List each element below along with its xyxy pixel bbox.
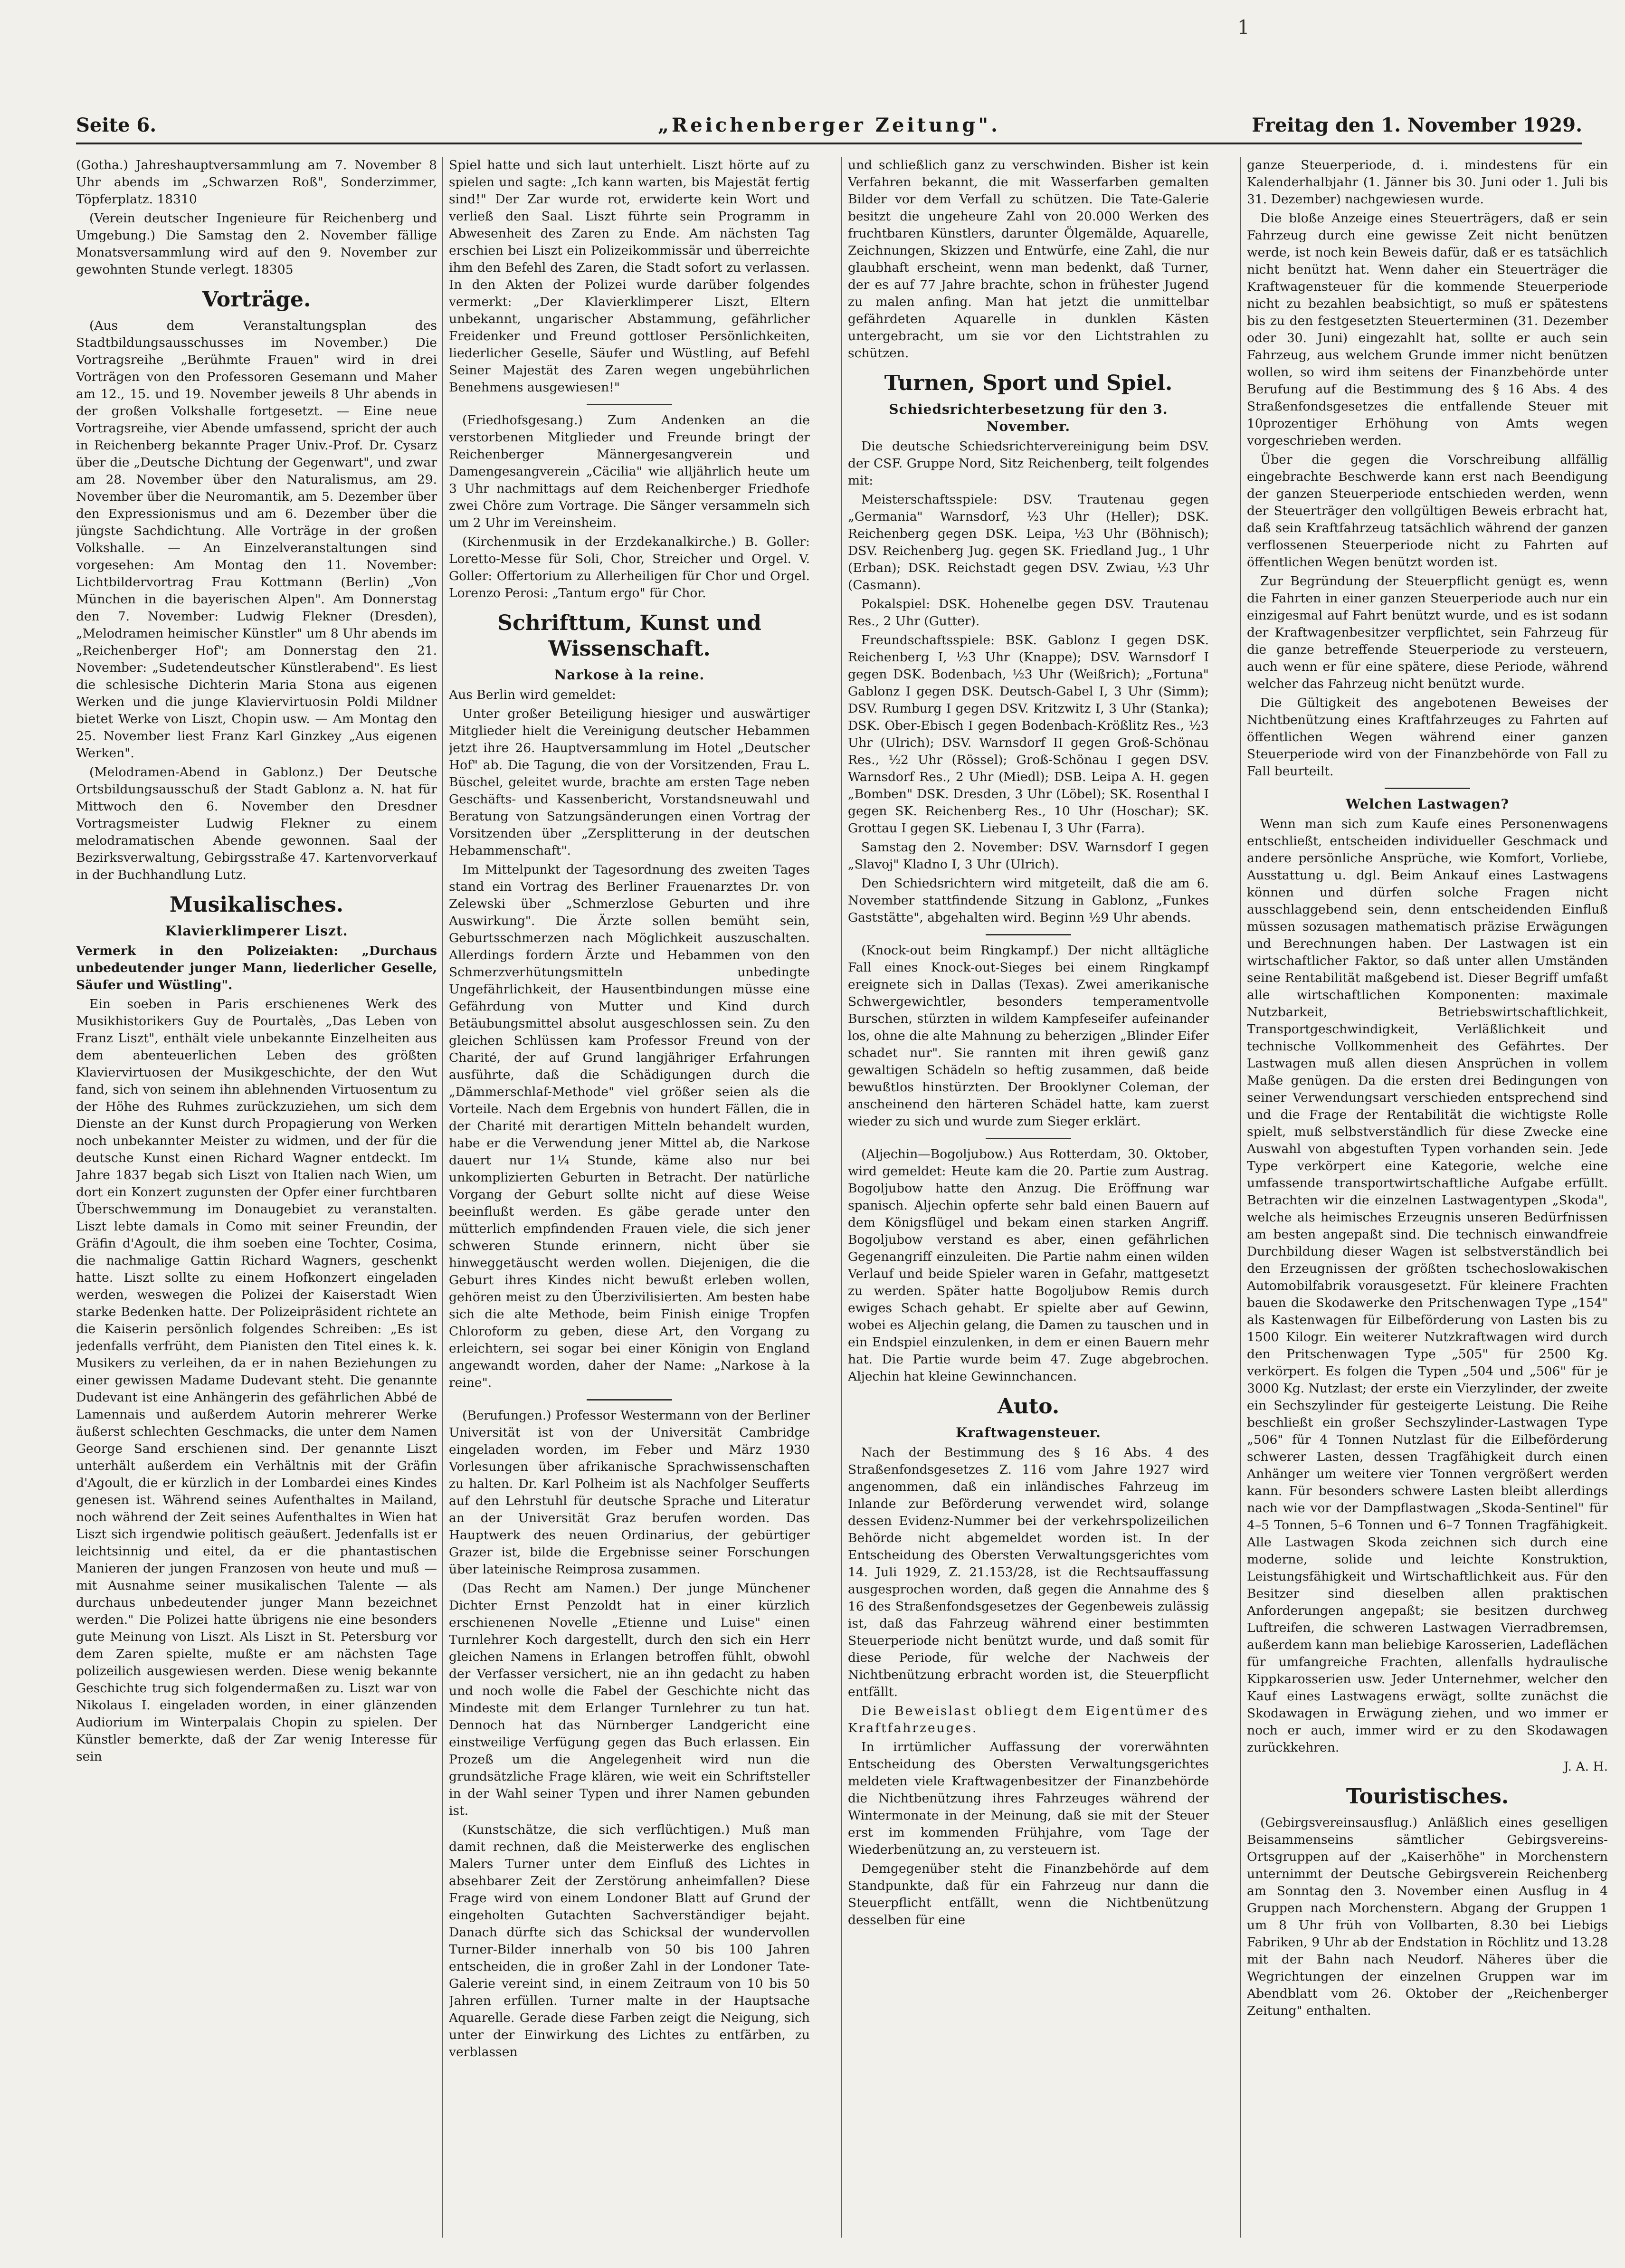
- page-number-mark: 1: [1237, 17, 1250, 38]
- page-number: Seite 6.: [76, 114, 157, 136]
- article-stadtbildung: (Aus dem Veranstaltungsplan des Stadtbildungsausschusses im November.) Die Vortragsreihe „Berühmte Frauen" wird in drei Vorträgen von den Professoren Gesemann und Maher am 12., 15. und 19. November jeweils 8 Uhr abends in der großen Volkshalle fortgesetzt. — Eine neue Vortragsreihe, vier Abende umfassend, spricht der auch in Reichenberg bekannte Prager Univ.-Prof. Dr. Cysarz über die „Deutsche Dichtung der Gegenwart", und zwar am 28. November über den Naturalismus, am 29. November über die Neuromantik, am 5. Dezember über den Expressionismus und am 6. Dezember über die jüngste Sachdichtung. Alle Vorträge in der großen Volkshalle. — An Einzelveranstaltungen sind vorgesehen: Am Montag den 11. November: Lichtbildervortrag Frau Kottmann (Berlin) „Von München in die bayerischen Alpen". Am Donnerstag den 7. November: Ludwig Flekner (Dresden), „Melodramen heimischer Künstler" um 8 Uhr abends im „Reichenberger Hof"; am Donnerstag den 21. November: „Sudetendeutscher Künstlerabend". Es liest die schlesische Dichterin Maria Stona aus eigenen Werken und die junge Klaviervirtuosin Poldi Mildner bietet Werke von Liszt, Chopin usw. — Am Montag den 25. November liest Franz Karl Ginzkey „Aus eigenen Werken".: [76, 318, 437, 761]
- notice-ingenieure: (Verein deutscher Ingenieure für Reichenberg und Umgebung.) Die Samstag den 2. November fällige Monatsversammlung wird auf den 9. November zur gewohnten Stunde verlegt. 18305: [76, 211, 437, 277]
- article-berufungen: (Berufungen.) Professor Westermann von der Berliner Universität ist von der Universität Cambridge eingeladen worden, im Feber und März 1930 Vorlesungen über afrikanische Sprachwissenschaften zu halten. Dr. Karl Polheim ist als Nachfolger Seufferts auf den Lehrstuhl für deutsche Sprache und Literatur an der Universität Graz berufen worden. Das Hauptwerk des neuen Ordinarius, der gebürtiger Grazer ist, bilde die Ergebnisse seiner Forschungen über lateinische Reimprosa zusammen.: [449, 1408, 810, 1577]
- article-heading-schiedsrichter: Schiedsrichterbesetzung für den 3. November.: [889, 401, 1168, 434]
- section-heading-touristisches: Touristisches.: [1346, 1784, 1509, 1809]
- column-1: [76, 157, 437, 2238]
- article-kraftwagensteuer-p2: Die Beweislast obliegt dem Eigentümer des Kraftfahrzeuges.: [848, 1704, 1209, 1735]
- article-subheading-liszt: Vermerk in den Polizeiakten: „Durchaus unbedeutender junger Mann, liederlicher Geselle, Säufer und Wüstling".: [76, 943, 437, 992]
- article-samstag: Samstag den 2. November: DSV. Warnsdorf I gegen „Slavoj" Kladno I, 3 Uhr (Ulrich).: [848, 840, 1209, 872]
- page-header: [76, 114, 1582, 144]
- article-liszt-body: Ein soeben in Paris erschienenes Werk des Musikhistorikers Guy de Pourtalès, „Das Leben von Franz Liszt", enthält viele unbekannte Einzelheiten aus dem abenteuerlichen Leben des größten Klaviervirtuosen der Musikgeschichte, der den Wut fand, sich von seinem ihn ablehnenden Virtuosentum zu der Höhe des Ruhmes zurückzuziehen, um sich dem Dienste an der Kunst durch Propagierung von Werken noch unbekannter Meister zu widmen, und der für die deutsche Kunst einen Richard Wagner entdeckt. Im Jahre 1837 begab sich Liszt von Italien nach Wien, um dort ein Konzert zugunsten der Opfer einer furchtbaren Überschwemmung im Donaugebiet zu veranstalten. Liszt lebte damals in Como mit seiner Freundin, der Gräfin d'Agoult, die ihm soeben eine Tochter, Cosima, die nachmalige Gattin Richard Wagners, geschenkt hatte. Liszt sollte zu einem Hofkonzert eingeladen werden, weswegen die Polizei der Kaiserstadt Wien starke Bedenken hatte. Der Polizeipräsident richtete an die Kaiserin persönlich folgendes Schreiben: „Es ist jedenfalls verfrüht, dem Pianisten den Titel eines k. k. Musikers zu verleihen, da er in nahen Beziehungen zu einer gewissen Madame Dudevant steht. Die genannte Dudevant ist eine Anhängerin des gefährlichen Abbé de Lamennais und außerdem Autorin mehrerer Werke äußerst schlechten Geschmacks, die unter dem Namen George Sand erschienen sind. Der genannte Liszt unterhält außerdem ein Verhältnis mit der Gräfin d'Agoult, die er kürzlich in der Lombardei eines Kindes genesen ist. Während seines Aufenthaltes in Mailand, noch während der Zeit seines Aufenthaltes in Wien hat Liszt sich irgendwie politisch geäußert. Jedenfalls ist er leichtsinnig und eitel, da er die phantastischen Manieren der jungen Franzosen von heute und muß — mit Ausnahme seiner musikalischen Talente — als durchaus unbedeutender junger Mann bezeichnet werden." Die Polizei hatte übrigens nie eine besonders gute Meinung von Liszt. Als Liszt in St. Petersburg vor dem Zaren spielte, mußte er am nächsten Tage polizeilich ausgewiesen werden. Diese wenig bekannte Geschichte trug sich folgendermaßen zu. Liszt war von Nikolaus I. eingeladen worden, in einer glänzenden Audiorium im Winterpalais Chopin zu spielen. Der Künstler bemerkte, daß der Zar wenig Interesse für sein: [76, 997, 437, 1764]
- separator: [587, 1399, 672, 1401]
- article-knockout: (Knock-out beim Ringkampf.) Der nicht alltägliche Fall eines Knock-out-Sieges bei einem Ringkampf ereignete sich in Dallas (Texas). Zwei amerikanische Schwergewichtler, besonders temperamentvolle Burschen, stürzten in wildem Kampfeseifer aufeinander los, ohne die alte Mahnung zu beherzigen „Blinder Eifer schadet nur". Sie rannten mit ihren gewiß ganz gewaltigen Schädeln so heftig zusammen, daß beide bewußtlos hinstürzten. Der Brooklyner Coleman, der anscheinend den härteren Schädel hatte, kam zuerst wieder zu sich und wurde zum Sieger erklärt.: [848, 943, 1209, 1129]
- article-kirchenmusik: (Kirchenmusik in der Erzdekanalkirche.) B. Goller: Loretto-Messe für Soli, Chor, Streicher und Orgel. V. Goller: Offertorium zu Allerheiligen für Chor und Orgel. Lorenzo Perosi: „Tantum ergo" für Chor.: [449, 534, 810, 600]
- column-4: [1247, 157, 1608, 2238]
- article-kraftwagensteuer-p1: Nach der Bestimmung des § 16 Abs. 4 des Straßenfondsgesetzes Z. 116 vom Jahre 1927 wird angenommen, daß ein inländisches Fahrzeug im Inlande zur Beförderung verwendet wird, solange dessen Evidenz-Nummer bei der verkehrspolizeilichen Behörde nicht abgemeldet worden ist. In der Entscheidung des Obersten Verwaltungsgerichtes vom 14. Juli 1929, Z. 21.153/28, ist die Rechtsauffassung ausgesprochen worden, daß gegen die Annahme des § 16 des Straßenfondsgesetzes der Gegenbeweis zulässig ist, daß das Fahrzeug während einer bestimmten Steuerperiode nicht benützt wurde, und daß somit für diese Periode, für welche der Nachweis der Nichtbenützung erbracht worden ist, die Steuerpflicht entfällt.: [848, 1445, 1209, 1699]
- column-rule: [1240, 157, 1241, 2238]
- article-narkose-dateline: Aus Berlin wird gemeldet:: [449, 687, 616, 702]
- article-melodramen: (Melodramen-Abend in Gablonz.) Der Deutsche Ortsbildungsausschuß der Stadt Gablonz a. N. hat für Mittwoch den 6. November den Dresdner Vortragsmeister Ludwig Flekner zu einem melodramatischen Abende gewonnen. Saal der Bezirksverwaltung, Gebirgsstraße 47. Kartenvorverkauf in der Buchhandlung Lutz.: [76, 765, 437, 882]
- article-meisterschaft: Meisterschaftsspiele: DSV. Trautenau gegen „Germania" Warnsdorf, ½3 Uhr (Heller); DSK. Reichenberg gegen DSK. Leipa, ½3 Uhr (Böhnisch); DSV. Reichenberg Jug. gegen SK. Friedland Jug., 1 Uhr (Erban); DSK. Reichstadt gegen DSV. Zwiau, ½3 Uhr (Casmann).: [848, 492, 1209, 592]
- article-kraftwagensteuer-p4: Demgegenüber steht die Finanzbehörde auf dem Standpunkte, daß für ein Fahrzeug nur dann die Steuerpflicht entfällt, wenn die Nichtbenützung desselben für eine: [848, 1861, 1209, 1927]
- section-heading-schrifttum: Schrifttum, Kunst und Wissenschaft.: [497, 611, 761, 661]
- article-schiedsrichter-intro: Die deutsche Schiedsrichtervereinigung beim DSV. der CSF. Gruppe Nord, Sitz Reichenberg, teilt folgendes mit:: [848, 439, 1209, 488]
- article-aljechin: (Aljechin—Bogoljubow.) Aus Rotterdam, 30. Oktober, wird gemeldet: Heute kam die 20. Partie zum Austrag. Bogoljubow hatte den Anzug. Die Eröffnung war spanisch. Aljechin opferte sehr bald einen Bauern auf dem Königsflügel und bekam einen starken Angriff. Bogoljubow verstand es aber, einen gefährlichen Gegenangriff einzuleiten. Die Partie nahm einen wilden Verlauf und beide Spieler waren in Gefahr, mattgesetzt zu werden. Später hatte Bogoljubow Remis durch ewiges Schach gehabt. Er spielte aber auf Gewinn, wobei es Aljechin gelang, die Damen zu tauschen und in ein Endspiel einzulenken, in dem er einen Bauern mehr hat. Die Partie wurde beim 47. Zuge abgebrochen. Aljechin hat kleine Gewinnchancen.: [848, 1147, 1209, 1384]
- article-freundschaft: Freundschaftsspiele: BSK. Gablonz I gegen DSK. Reichenberg I, ½3 Uhr (Knappe); DSV. Warnsdorf I gegen DSK. Bodenbach, ½3 Uhr (Weißrich); „Fortuna" Gablonz I gegen DSK. Deutsch-Gabel I, 3 Uhr (Simm); DSV. Rumburg I gegen DSV. Kritzwitz I, 3 Uhr (Stanka); DSK. Ober-Ebisch I gegen Bodenbach-Krößlitz Res., ½3 Uhr (Ulrich); DSV. Warnsdorf II gegen Groß-Schönau Res., ½2 Uhr (Rössel); Groß-Schönau I gegen DSV. Warnsdorf Res., 2 Uhr (Miedl); DSB. Leipa A. H. gegen „Bomben" DSK. Dresden, 3 Uhr (Löbel); SK. Rosenthal I gegen SK. Reichenberg Res., 10 Uhr (Hoschar); SK. Grottau I gegen SK. Liebenau I, 3 Uhr (Farra).: [848, 633, 1209, 836]
- article-lastwagen-signature: J. A. H.: [1564, 1759, 1608, 1774]
- article-steuer-begruendung: Zur Begründung der Steuerpflicht genügt es, wenn die Fahrten in einer ganzen Steuerperiode auch nur ein einzigesmal auf Fahrt benützt wurde, und es ist sodann der Kraftwagenbesitzer verpflichtet, sein Fahrzeug für die ganze betreffende Steuerperiode zu versteuern, auch wenn er für eine spätere, diese Periode, während welcher das Fahrzeug nicht benützt wurde.: [1247, 574, 1608, 691]
- article-friedhofsgesang: (Friedhofsgesang.) Zum Andenken an die verstorbenen Mitglieder und Freunde bringt der Reichenberger Männergesangverein und Damengesangverein „Cäcilia" wie alljährlich heute um 3 Uhr nachmittags auf dem Reichenberger Friedhofe zwei Chöre zum Vortrage. Die Sänger versammeln sich um 2 Uhr im Vereinsheim.: [449, 413, 810, 530]
- article-steuer-continued: ganze Steuerperiode, d. i. mindestens für ein Kalenderhalbjahr (1. Jänner bis 30. Juni oder 1. Juli bis 31. Dezember) nachgewiesen wurde.: [1247, 158, 1608, 207]
- section-heading-sport: Turnen, Sport und Spiel.: [884, 371, 1173, 395]
- article-heading-kraftwagensteuer: Kraftwagensteuer.: [956, 1425, 1101, 1440]
- article-kunstschaetze-continued: und schließlich ganz zu verschwinden. Bisher ist kein Verfahren bekannt, die mit Wasserfarben gemalten Bilder vor dem Verfall zu schützen. Die Tate-Galerie besitzt die ungeheure Zahl von 20.000 Werken des fruchtbaren Künstlers, darunter Ölgemälde, Aquarelle, Zeichnungen, Skizzen und Entwürfe, eine Zahl, die nur glaubhaft erscheint, wenn man bedenkt, daß Turner, der es auf 77 Jahre brachte, schon in frühester Jugend zu malen anfing. Man hat jetzt die unmittelbar gefährdeten Aquarelle in dunklen Kästen untergebracht, um sie vor den Lichtstrahlen zu schützen.: [848, 158, 1209, 361]
- section-heading-vortraege: Vorträge.: [202, 287, 311, 312]
- separator: [986, 1138, 1071, 1139]
- article-sitzung: Den Schiedsrichtern wird mitgeteilt, daß die am 6. November stattfindende Sitzung in Gablonz, „Funkes Gaststätte", abgehalten wird. Beginn ½9 Uhr abends.: [848, 876, 1209, 925]
- article-liszt-continued: Spiel hatte und sich laut unterhielt. Liszt hörte auf zu spielen und sagte: „Ich kann warten, bis Majestät fertig sind!" Der Zar wurde rot, erwiderte kein Wort und verließ den Saal. Liszt führte sein Programm in Abwesenheit des Zaren zu Ende. Am nächsten Tag erschien bei Liszt ein Polizeikommissär und überreichte ihm den Befehl des Zaren, die Stadt sofort zu verlassen. In den Akten der Polizei wurde darüber folgendes vermerkt: „Der Klavierklimperer Liszt, Eltern unbekannt, ungarischer Abstammung, gefährlicher Freidenker und Freund gottloser Persönlichkeiten, liederlicher Geselle, Säufer und Wüstling, auf Befehl Seiner Majestät des Zaren wegen ungebührlichen Benehmens ausgewiesen!": [449, 158, 810, 395]
- article-heading-lastwagen: Welchen Lastwagen?: [1346, 796, 1509, 812]
- article-pokalspiel: Pokalspiel: DSK. Hohenelbe gegen DSV. Trautenau Res., 2 Uhr (Gutter).: [848, 597, 1209, 629]
- notice-gotha: (Gotha.) Jahreshauptversammlung am 7. November 8 Uhr abends im „Schwarzen Roß", Sonderzimmer, Töpferplatz. 18310: [76, 158, 437, 207]
- article-kraftwagensteuer-p3: In irrtümlicher Auffassung der vorerwähnten Entscheidung des Obersten Verwaltungsgerichtes meldeten viele Kraftwagenbesitzer der Finanzbehörde die Nichtbenützung ihres Fahrzeuges während der Wintermonate in der Meinung, daß sie mit der Steuer erst im kommenden Frühjahre, vom Tage der Wiederbenützung an, zu versteuern ist.: [848, 1740, 1209, 1857]
- column-rule: [442, 157, 443, 2238]
- article-gebirgsverein: (Gebirgsvereinsausflug.) Anläßlich eines geselligen Beisammenseins sämtlicher Gebirgsvereins-Ortsgruppen auf der „Kaiserhöhe" in Morchenstern unternimmt der Deutsche Gebirgsverein Reichenberg am Sonntag den 3. November einen Ausflug in 4 Gruppen nach Morchenstern. Abgang der Gruppen 1 um 8 Uhr früh von Vollbarten, 8.30 bei Liebigs Fabriken, 9 Uhr ab der Endstation in Röchlitz und 13.28 mit der Bahn nach Neudorf. Näheres über die Wegrichtungen der einzelnen Gruppen war im Abendblatt vom 26. Oktober der „Reichenberger Zeitung" enthalten.: [1247, 1815, 1608, 2018]
- column-3: [848, 157, 1209, 2238]
- article-lastwagen-body: Wenn man sich zum Kaufe eines Personenwagens entschließt, entscheiden individueller Geschmack und andere persönliche Ansprüche, wie Komfort, Vorliebe, Ausstattung u. dgl. Beim Ankauf eines Lastwagens können und dürfen solche Fragen nicht ausschlaggebend sein, denn entscheidenden Einfluß müssen sozusagen mathematisch präzise Erwägungen und Berechnungen haben. Der Lastwagen ist ein wirtschaftlicher Faktor, so daß unter allen Umständen seine Rentabilität maßgebend ist. Dieser Begriff umfaßt alle wirtschaftlichen Komponenten: maximale Nutzbarkeit, Betriebswirtschaftlichkeit, Transportgeschwindigkeit, Verläßlichkeit und technische Vollkommenheit des Gefährtes. Der Lastwagen muß allen diesen Ansprüchen in vollem Maße genügen. Da die ersten drei Bedingungen von seiner Verwendungsart verschieden entsprechend sind und die Frage der Rentabilität die wichtigste Rolle spielt, muß selbstverständlich für diese Zwecke eine Auswahl von abgestuften Typen vorhanden sein. Jede Type verkörpert eine Kategorie, welche eine umfassende transportwirtschaftliche Aufgabe erfüllt. Betrachten wir die einzelnen Lastwagentypen „Skoda", welche als heimisches Erzeugnis unseren Bedürfnissen am besten angepaßt sind. Die technisch einwandfreie Durchbildung dieser Wagen ist selbstverständlich bei den Erzeugnissen der größten tschechoslowakischen Automobilfabrik vorausgesetzt. Für kleinere Frachten bauen die Skodawerke den Pritschenwagen Type „154" als Kastenwagen für Eilbeförderung von Lasten bis zu 1500 Kilogr. Ein weiterer Nutzkraftwagen wird durch den Pritschenwagen Type „505" für 2500 Kg. verkörpert. Es folgen die Typen „504 und „506" für je 3000 Kg. Nutzlast; der erste ein Vierzylinder, der zweite ein Sechszylinder für gesteigerte Leistung. Die Reihe beschließt ein großer Sechszylinder-Lastwagen Type „506" für 4 Tonnen Nutzlast für die Eilbeförderung schwerer Lasten, dessen Tragfähigkeit durch einen Anhänger um weitere vier Tonnen vergrößert werden kann. Für besonders schwere Lasten bleibt allerdings nach wie vor der Dampflastwagen „Skoda-Sentinel" für 4–5 Tonnen, 5–6 Tonnen und 6–7 Tonnen Tragfähigkeit. Alle Lastwagen Skoda zeichnen sich durch eine moderne, solide und leichte Konstruktion, Leistungsfähigkeit und Wirtschaftlichkeit aus. Für den Besitzer sind dieselben allen praktischen Anforderungen angepaßt; sie besitzen durchweg Luftreifen, die schweren Lastwagen Vierradbremsen, außerdem kann man beliebige Karosserien, Ladeflächen für umfangreiche Frachten, allenfalls hydraulische Kippkarosserien usw. Jeder Unternehmer, welcher den Kauf eines Lastwagens erwägt, sollte zunächst die Skodawagen in Erwägung ziehen, und wo immer er noch er auch, immer wird er zu den Skodawagen zurückkehren.: [1247, 817, 1608, 1755]
- article-heading-narkose: Narkose à la reine.: [554, 667, 705, 683]
- column-2: [449, 157, 810, 2238]
- article-narkose-p2: Im Mittelpunkt der Tagesordnung des zweiten Tages stand ein Vortrag des Berliner Frauenarztes Dr. von Zelewski über „Schmerzlose Geburten und ihre Auswirkung". Die Ärzte sollen bemüht sein, Geburtsschmerzen nach Möglichkeit auszuschalten. Allerdings fordern Ärzte und Hebammen von den Schmerzverhütungsmitteln unbedingte Ungefährlichkeit, der Hausentbindungen müsse eine Gefährdung von Mutter und Kind durch Betäubungsmittel absolut ausgeschlossen sein. Zu den gleichen Schlüssen kam Professor Freund von der Charité, der auf Grund langjähriger Erfahrungen ausführte, daß die Schädigungen durch die „Dämmerschlaf-Methode" viel größer seien als die Vorteile. Nach dem Ergebnis von hundert Fällen, die in der Charité mit derartigen Mitteln behandelt wurden, habe er die Verwendung jener Mittel ab, die Narkose dauert nur 1¼ Stunde, käme also nur bei unkomplizierten Geburten in Betracht. Der natürliche Vorgang der Geburt sollte nicht auf diese Weise beeinflußt werden. Es gäbe gerade unter den mütterlich empfindenden Frauen viele, die sich jener schweren Stunde erinnern, nicht über sie hinweggetäuscht werden wollen. Diejenigen, die die Geburt ihres Kindes nicht bewußt erleben wollen, gehören meist zu den Überzivilisierten. Am besten habe sich die alte Methode, beim Finish einige Tropfen Chloroform zu geben, diese Art, den Vorgang zu erleichtern, sei sogar bei einer Königin von England angewandt worden, daher der Name: „Narkose à la reine".: [449, 862, 810, 1390]
- article-kunstschaetze: (Kunstschätze, die sich verflüchtigen.) Muß man damit rechnen, daß die Meisterwerke des englischen Malers Turner unter dem Einfluß des Lichtes in absehbarer Zeit der Zerstörung anheimfallen? Diese Frage wird von einem Londoner Blatt auf Grund der eingeholten Gutachten Sachverständiger bejaht. Danach dürfte sich das Schicksal der wundervollen Turner-Bilder innerhalb von 50 bis 100 Jahren entscheiden, die in großer Zahl in der Londoner Tate-Galerie vereint sind, in einem Zeitraum von 10 bis 50 Jahren erfüllen. Turner malte in der Hauptsache Aquarelle. Gerade diese Farben zeigt die Neigung, sich unter der Einwirkung des Lichtes zu entfärben, zu verblassen: [449, 1822, 810, 2059]
- article-narkose-p1: Unter großer Beteiligung hiesiger und auswärtiger Mitglieder hielt die Vereinigung deutscher Hebammen jetzt ihre 26. Hauptversammlung im Hotel „Deutscher Hof" ab. Die Tagung, die von der Vorsitzenden, Frau L. Büschel, geleitet wurde, brachte am ersten Tage neben Geschäfts- und Kassenbericht, Vorstandsneuwahl und Beratung von Satzungsänderungen einen Vortrag der Vorsitzenden über „Zersplitterung in der deutschen Hebammenschaft".: [449, 706, 810, 858]
- section-heading-musik: Musikalisches.: [169, 893, 344, 917]
- section-heading-auto: Auto.: [997, 1394, 1060, 1419]
- column-rule: [841, 157, 842, 2238]
- issue-date: Freitag den 1. November 1929.: [1252, 114, 1582, 136]
- separator: [587, 404, 672, 405]
- article-steuer-gueltigkeit: Die Gültigkeit des angebotenen Beweises der Nichtbenützung eines Kraftfahrzeuges zu Fahrten auf öffentlichen Wegen während einer ganzen Steuerperiode wird von der Finanzbehörde von Fall zu Fall beurteilt.: [1247, 696, 1608, 779]
- article-recht-am-namen: (Das Recht am Namen.) Der junge Münchener Dichter Ernst Penzoldt hat in einer kürzlich erschienenen Novelle „Etienne und Luise" einen Turnlehrer Koch dargestellt, durch den sich ein Herr gleichen Namens in Erlangen betroffen fühlt, obwohl der Verfasser versichert, nie an ihn gedacht zu haben und noch wolle die Fabel der Geschichte nicht das Mindeste mit dem Erlanger Turnlehrer zu tun hat. Dennoch hat das Nürnberger Landgericht eine einstweilige Verfügung gegen das Buch erlassen. Ein Prozeß um die Angelegenheit wird nun die grundsätzliche Frage klären, wie weit ein Schriftsteller in der Wahl seiner Typen und ihrer Namen gebunden ist.: [449, 1581, 810, 1818]
- separator: [986, 934, 1071, 935]
- separator: [1385, 788, 1470, 789]
- article-steuer-beschwerde: Über die gegen die Vorschreibung allfällig eingebrachte Beschwerde kann erst nach Beendigung der ganzen Steuerperiode entschieden werden, wenn der Steuerträger den vollgültigen Beweis erbracht hat, daß sein Kraftfahrzeug tatsächlich während der ganzen verflossenen Steuerperiode nicht zu Fahrten auf öffentlichen Wegen benützt worden ist.: [1247, 452, 1608, 570]
- article-steuer-anzeige: Die bloße Anzeige eines Steuerträgers, daß er sein Fahrzeug durch eine gewisse Zeit nicht benützen werde, ist noch kein Beweis dafür, daß er es tatsächlich nicht benützt hat. Wenn daher ein Steuerträger die Kraftwagensteuer für die kommende Steuerperiode nicht zu bezahlen beabsichtigt, so muß er spätestens bis zu den festgesetzten Steuerterminen (31. Dezember oder 30. Juni) eingezahlt hat, sollte er auch sein Fahrzeug, aus welchem Grunde immer nicht benützen wollen, so wird ihm seitens der Finanzbehörde unter Berufung auf die Bestimmung des § 16 Abs. 4 des Straßenfondsgesetzes die entfallende Steuer mit 10prozentiger Erhöhung von Amts wegen vorgeschrieben werden.: [1247, 211, 1608, 448]
- newspaper-name: „Reichenberger Zeitung".: [658, 114, 1000, 136]
- article-heading-liszt: Klavierklimperer Liszt.: [165, 923, 348, 939]
